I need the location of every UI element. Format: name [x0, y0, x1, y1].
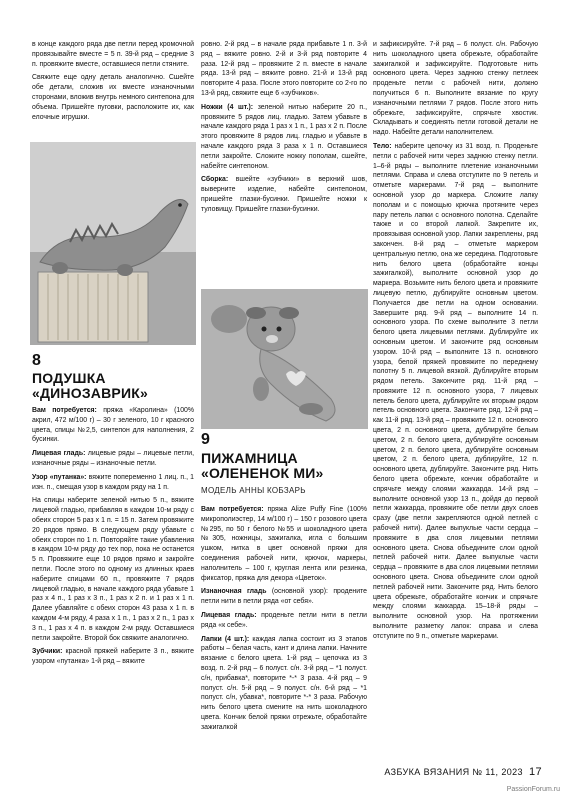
torso-paragraph: [373, 142, 538, 642]
paragraph: в конце каждого ряда две петли перед кромочной провязывайте вместе = 5 п. 39-й ряд – средние 3 п. провяжите вместе, оставшиеся петли стяните.: [32, 41, 194, 68]
project-9-number: 9: [201, 431, 210, 448]
torso-label: Тело:: [373, 142, 392, 150]
face-stitch-text: лицевые ряды – лицевые петли, изнаночные ряды – изнаночные петли.: [32, 450, 194, 467]
dinosaur-pillow-photo: [30, 142, 196, 345]
body-paragraph: На спицы наберите зеленой нитью 5 п., вяжите лицевой гладью, прибавляя в каждом 10-м ряду с обеих сторон 5 раз х 1 п. = 15 п. Затем провяжите 20 рядов прямо. В следующем ряду убавьте с обеих сторон по 1 п. Повторяйте такие убавления в каждом 10-м ряду до тех пор, пока не останется 5 п. Провяжите еще 10 рядов прямо и закройте петли. После этого по одному из длинных краев наберите спицами 60 п., провяжите 7 рядов лицевой гладью, в начале каждого ряда убавьте 1 раз х 4 п., 1 раз х 3 п., 1 раз х 2 п. и 1 раз х 1 п. Далее убавляйте с обеих сторон 43 раза х 1 п. в каждом 4-м ряду, 4 раза х 1 п., 1 раз х 2 п., 1 раз х 3 п., 1 раз х 4 п. в каждом 2-м ряду. Оставшиеся петли закройте. Второй бок свяжите аналогично.: [32, 497, 194, 642]
teeth-text: красной пряжей наберите 3 п., вяжите узором «путанка» 1-й ряд – вяжите: [32, 648, 194, 666]
face-stitch-label: Лицевая гладь:: [32, 450, 86, 458]
paws-label: Лапки (4 шт.):: [201, 635, 250, 643]
teeth-label: Зубчики:: [32, 648, 63, 656]
legs-text: зеленой нитью наберите 20 п., провяжите 5 рядов лиц. гладью. Затем убавьте в начале каждого ряда 1 раз х 1 п., 1 раз х 2 п. После этого провяжите 8 рядов лиц. гладью и убавьте в начале каждого ряда 3 раза х 1 п. Оставшиеся петли закройте. Сложите ножку пополам, сшейте, набейте синтепоном.: [201, 103, 367, 170]
column-1-top-text: [32, 40, 194, 126]
face-stitch-paragraph: [201, 611, 367, 631]
needs-label: Вам потребуется:: [201, 506, 264, 513]
pattern-label: Узор «путанка»:: [32, 473, 87, 481]
project-9-title-line-2: «ОЛЕНЕНОК МИ»: [201, 465, 324, 481]
pattern-text: вяжите попеременно 1 лиц. п., 1 изн. п., смещая узор в каждом ряду на 1 п.: [32, 473, 195, 491]
project-8-number: 8: [32, 352, 41, 369]
project-9-title-line-1: ПИЖАМНИЦА: [201, 450, 298, 466]
paragraph: ровно. 2-й ряд – в начале ряда прибавьте 1 п. 3-й ряд – вяжите ровно. 2-й и 3-й ряд повторите 4 раза. 12-й ряд – провяжите 2 п. вместе в начале ряда. 13-й ряд – вяжите ровно. 21-й и 13-й ряд повторите 4 раза. После этого повторите со 2-го по 13-й ряд, свяжите еще 6 «зубчиков».: [201, 41, 367, 97]
face-stitch-text: проденьте петли нити в петли ряда «к себе».: [201, 611, 367, 629]
paws-paragraph: [201, 635, 367, 733]
watermark: PassionForum.ru: [506, 786, 560, 793]
legs-paragraph: [201, 103, 367, 172]
teeth-paragraph: [32, 647, 194, 667]
needs-text: пряжа «Каролина» (100% акрил, 472 м/100 г) – 30 г зеленого, 10 г красного цвета, спицы №2,5, синтепон для наполнения, 2 бусинки.: [32, 407, 194, 444]
page-footer: [384, 766, 542, 778]
fawn-illustration: [201, 289, 368, 429]
purl-stitch-label: Изнаночная гладь: [201, 588, 267, 596]
assembly-text: вшейте «зубчики» в верхний шов, выверните изделие, набейте синтепоном, пришейте глазки-бусинки. Пришейте ножки к туловищу. Пришейте глазки-бусинки.: [201, 176, 367, 213]
project-9-author: МОДЕЛЬ АННЫ КОБЗАРЬ: [201, 486, 306, 495]
fawn-pajama-bag-photo: [201, 289, 368, 429]
legs-label: Ножки (4 шт.):: [201, 103, 254, 111]
paragraph: и зафиксируйте. 7-й ряд – 6 полуст. с/н. Рабочую нить шоколадного цвета обрежьте, обработайте зажигалкой и зафиксируйте. Подготовьте нить основного цвета. Через заднюю стенку петлеек проденьте петли с рабочей нити, должно получиться 6 п. Выполните вязание по кругу изнаночными петлями 7 рядов. После этого нить обрежьте, зафиксируйте, спрячьте хвостик. Складывать и соединять петли готовой детали не надо. Набейте детали наполнителем.: [373, 41, 538, 137]
needs-label: Вам потребуется:: [32, 407, 97, 414]
purl-stitch-paragraph: [201, 587, 367, 607]
dinosaur-pillow-illustration: [30, 142, 196, 345]
needs-paragraph: [32, 406, 194, 445]
purl-stitch-text: (основной узор): продените петли нити в петли ряда «от себя».: [201, 588, 367, 606]
magazine-issue: АЗБУКА ВЯЗАНИЯ № 11, 2023: [384, 767, 523, 777]
column-2-top-text: [201, 40, 367, 219]
project-9-instructions: [201, 505, 367, 737]
project-8-title-line-2: «ДИНОЗАВРИК»: [32, 385, 148, 401]
paws-text: каждая лапка состоит из 3 этапов работы – белая часть, кант и длина лапки. Начните вязание с белого цвета. 1-й ряд – цепочка из 3 возд. п. 2-й ряд – 6 полуст. с/н. 3-й ряд – *1 полуст. с/н, прибавка*, повторите *-* 3 раза. 4-й ряд – 9 полуст. с/н. 5-й ряд – 9 полуст. с/н. 6-й ряд – *1 полуст. с/н, убавка*, повторите *-* 3 раза. Рабочую нить белого цвета смените на нить шоколадного цвета. Кончик белой пряжи отрежьте, обработайте зажигалкой: [201, 635, 367, 731]
needs-paragraph: [201, 505, 367, 583]
pattern-paragraph: [32, 473, 194, 493]
face-stitch-paragraph: [32, 449, 194, 469]
assembly-paragraph: [201, 175, 367, 214]
face-stitch-label: Лицевая гладь:: [201, 611, 257, 619]
assembly-label: Сборка:: [201, 176, 229, 184]
column-3-text: [373, 40, 538, 646]
page-number: 17: [528, 766, 542, 778]
paragraph: Свяжите еще одну деталь аналогично. Сшейте обе детали, сложив их вместе изнаночными сторонами, вложив внутрь немного синтепона для объема. Пришейте пуговки, расположите их, как елочные игрушки.: [32, 74, 194, 121]
project-8-title-line-1: ПОДУШКА: [32, 370, 106, 386]
needs-text: пряжа Alize Puffy Fine (100% микрополиэстер, 14 м/100 г) – 150 г розового цвета №295, по 50 г белого №55 и шоколадного цвета №305, ножницы, зажигалка, игла с большим ушком, нитка в цвет основной пряжи для соединения рабочей нити, крючок, маркеры, наполнитель – 100 г, круглая лента или резинка, фиксатор, пряжа для декора «Цветок».: [201, 506, 367, 582]
project-8-instructions: [32, 406, 194, 671]
torso-text: наберите цепочку из 31 возд. п. Проденьте петли с рабочей нити через заднюю стенку петли. 1–6-й ряды – выполните плетение изнаночными петлями. Справа и слева отступите по 9 петель и отметьте маркерами. 7-й ряд – выполните основной узор до маркера. Сложите лапку пополам и с помощью крючка протяните через пару петель лапки с основного полотна. Сделайте также и со второй лапкой. Закрепите их, провязывая основной узор. Лапки закреплены, ряд закончен. 8-й ряд – отметьте маркером центральную петлю, она же середина. Подготовьте нить белого цвета (обработайте концы зажигалкой), выполните основной узор до маркера. Возьмите нить белого цвета и провяжите лицевую петлю, дублируйте основным цветом. Получается две петли на одном основании. Завершите ряд. 9-й ряд – выполните 14 п. основного узора. По схеме выполните 3 петли белого цвета лицевыми петлями. Дублируйте их основным цветом. И закончите ряд основным узором. 10-й ряд – выполните 13 п. основного узора, белой пряжей провяжите по переднему полотну 5 п. лицевой вязкой. Дублируйте вторым рядом петель. Закончите ряд. 11-й ряд – провяжите 12 п. основного узора, 7 лицевых петель белого цвета, дублируйте их вторым рядом петель основного цвета. Закончите ряд. 12-й ряд – как 11-й ряд. 13-й ряд – провяжите 12 п. основного цвета, 2 п. основного цвета, дублируйте белым цветом, 2 п. белого цвета, дублируйте основным цветом, 2 п. белого цвета, дублируйте основным цветом, 2 п. белого цвета, дублируйте, 12 п. основного цвета, дублируйте. Закончите ряд. Нить белого цвета обрежьте, кончик обработайте и спрячьте между слоями жаккарда. 14-й ряд – выполните основной узор 13 п., дойдя до первой петли жаккарда, провяжите обе петли двух слоев сразу (две петли закрепляются одной петлей с рабочей нити). Далее выпуклые части сердца – провяжите в два слоя лицевыми петлями основного цвета. Снова объедините слои одной петлей рабочей нити. Далее выпуклые части сердца – провяжите в два слоя лицевыми петлями основного цвета. Снова объедините слои одной петлей рабочей нити. Закончите ряд. Нить белого цвета обрежьте, обработайте кончик и спрячьте между слоями жаккарда. 15–18-й ряды – выполните основной узор. На протяжении выполните разметку лапок: справа и слева отступите по 9 п., отметьте маркерами.: [373, 142, 538, 640]
